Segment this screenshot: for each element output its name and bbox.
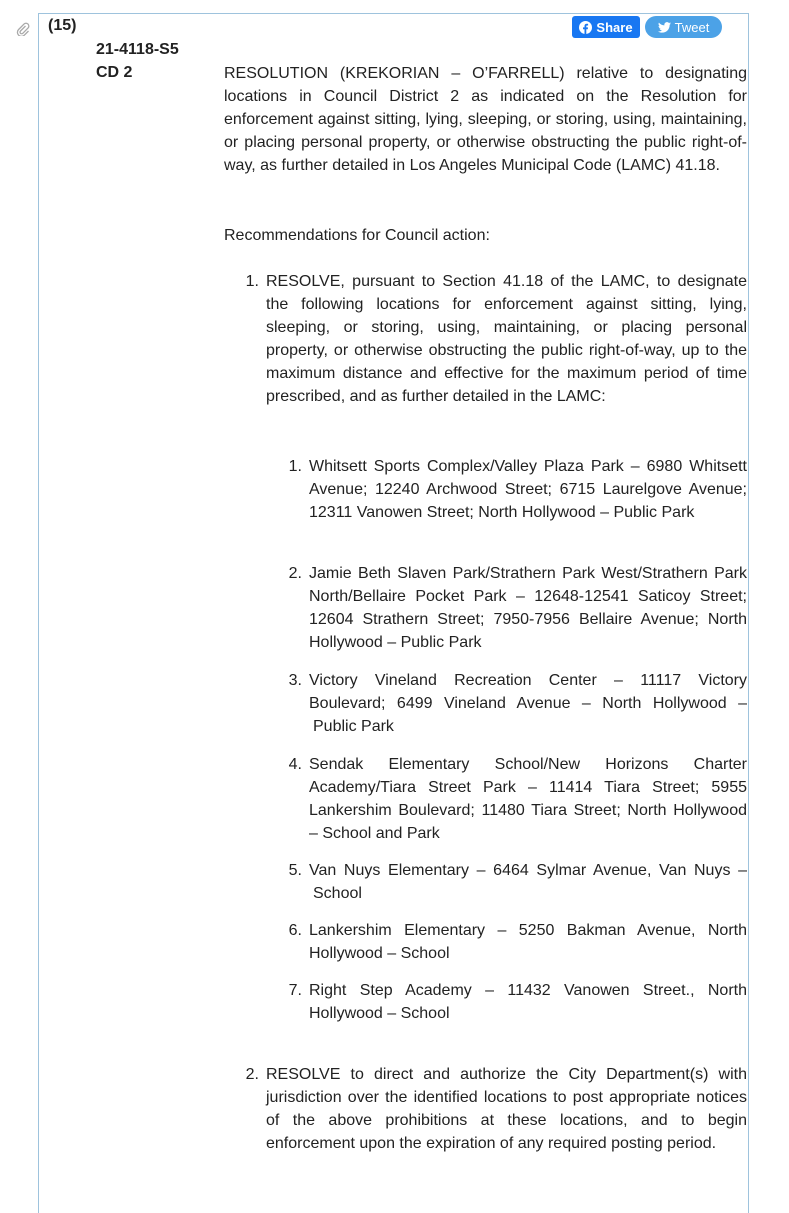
location-number: 2. (288, 565, 302, 582)
location-text-continued: Public Park (313, 718, 394, 735)
item-number: (15) (48, 17, 77, 34)
recommendation-text: RESOLVE to direct and authorize the City Department(s) with jurisdiction over the identified locations to post appropriate notices of the above prohibitions at these locations, and to begin enforcement upon the expiration of any required posting period. (266, 1066, 747, 1152)
resolution-text: RESOLUTION (KREKORIAN – O’FARRELL) relative to designating locations in Council District 2 as indicated on the Resolution for enforcement against sitting, lying, sleeping, or storing, using, maintaining, or placing personal property, or otherwise obstructing the public right-of-way, as further detailed in Los Angeles Municipal Code (LAMC) 41.18. (224, 65, 747, 174)
location-text: Right Step Academy – 11432 Vanowen Street., North Hollywood – School (309, 982, 747, 1022)
twitter-bird-icon (658, 22, 671, 33)
location-number: 6. (288, 922, 302, 939)
location-text-continued: School (313, 885, 362, 902)
tweet-button[interactable] (645, 16, 722, 38)
facebook-icon (579, 21, 592, 34)
recommendations-heading: Recommendations for Council action: (224, 227, 490, 244)
location-number: 1. (288, 458, 302, 475)
location-number: 3. (288, 672, 302, 689)
location-number: 5. (288, 862, 302, 879)
share-label: Share (596, 19, 633, 35)
location-text: Jamie Beth Slaven Park/Strathern Park West/Strathern Park North/Bellaire Pocket Park – 12648-12541 Saticoy Street; 12604 Strathern Street; 7950-7956 Bellaire Avenue; North Hollywood – Public Park (309, 565, 747, 651)
share-button[interactable] (572, 16, 640, 38)
location-text: Sendak Elementary School/New Horizons Charter Academy/Tiara Street Park – 11414 Tiara Street; 5955 Lankershim Boulevard; 11480 Tiara Street; North Hollywood – School and Park (309, 756, 747, 842)
location-text: Lankershim Elementary – 5250 Bakman Avenue, North Hollywood – School (309, 922, 747, 962)
location-number: 7. (288, 982, 302, 999)
recommendation-number: 1. (245, 273, 259, 290)
location-text: Victory Vineland Recreation Center – 11117 Victory Boulevard; 6499 Vineland Avenue – North Hollywood – (309, 672, 747, 712)
location-number: 4. (288, 756, 302, 773)
location-text: Van Nuys Elementary – 6464 Sylmar Avenue, Van Nuys – (309, 862, 747, 879)
location-text: Whitsett Sports Complex/Valley Plaza Park – 6980 Whitsett Avenue; 12240 Archwood Street; 6715 Laurelgove Avenue; 12311 Vanowen Street; North Hollywood – Public Park (309, 458, 747, 521)
recommendation-text: RESOLVE, pursuant to Section 41.18 of the LAMC, to designate the following locations for enforcement against sitting, lying, sleeping, or storing, using, maintaining, or placing personal property, or otherwise obstructing the public right-of-way, up to the maximum distance and effective for the maximum period of time prescribed, and as further detailed in the LAMC: (266, 273, 747, 405)
council-district: CD 2 (96, 64, 133, 81)
tweet-label: Tweet (674, 19, 710, 35)
paperclip-icon[interactable] (16, 22, 30, 36)
file-number[interactable]: 21-4118-S5 (96, 41, 179, 58)
recommendation-number: 2. (245, 1066, 259, 1083)
